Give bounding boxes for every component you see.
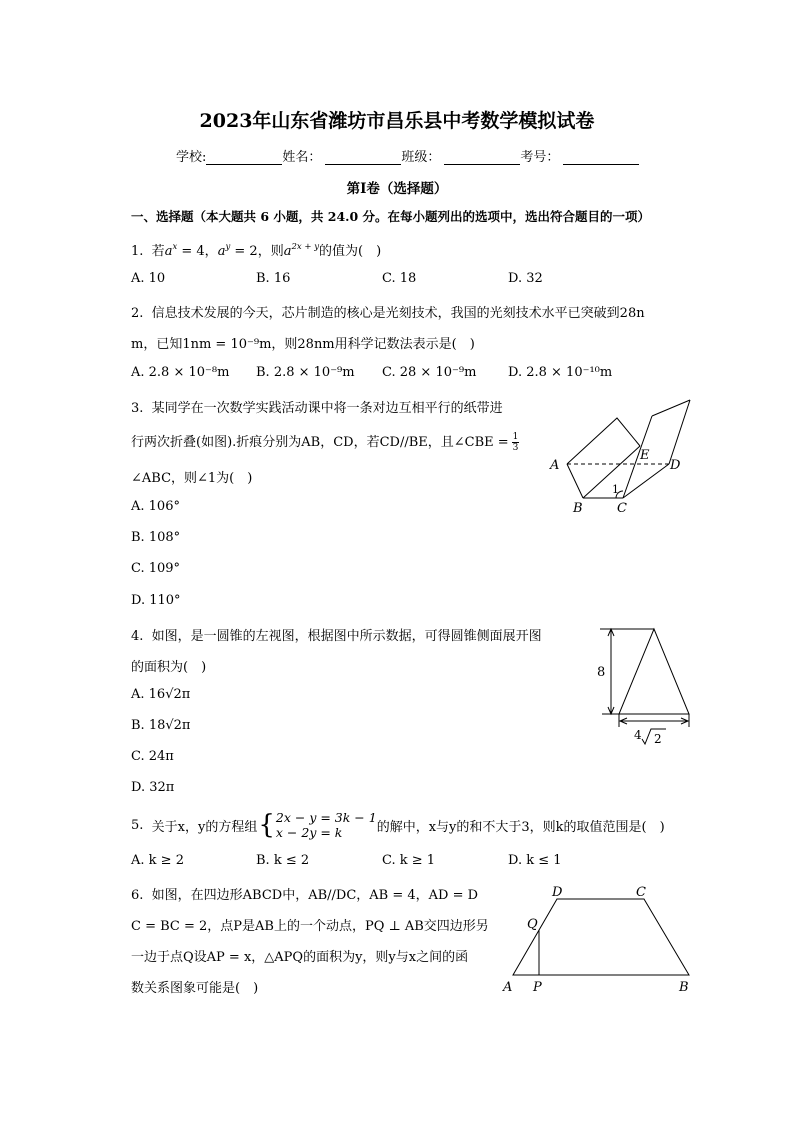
question-6-line-3: 一边于点Q设AP = x，△APQ的面积为y，则y与x之间的函 [131,950,469,965]
class-label: 班级： [401,150,441,165]
q3-option-d[interactable]: D. 110° [131,593,181,608]
school-blank[interactable] [206,150,282,165]
page-title: 2023年山东省潍坊市昌乐县中考数学模拟试卷 [199,110,595,132]
question-3-line-1: 3. 某同学在一次数学实践活动课中将一条对边互相平行的纸带进 [131,401,503,416]
q3-label-c: C [617,501,627,516]
q4-option-a[interactable]: A. 16√2π [131,687,191,702]
brace: { [258,810,275,840]
q2-option-d[interactable]: D. 2.8 × 10⁻¹⁰m [508,365,613,380]
q1-option-d[interactable]: D. 32 [508,271,543,286]
question-3-line-3: ∠ABC，则∠1为( ) [131,471,253,486]
q5-option-a[interactable]: A. k ≥ 2 [131,853,184,868]
q3-option-b[interactable]: B. 108° [131,530,181,545]
question-2-line-2: m，已知1nm = 10⁻⁹m，则28nm用科学记数法表示是( ) [131,337,475,352]
question-4-line-1: 4. 如图，是一圆锥的左视图，根据图中所示数据，可得圆锥侧面展开图 [131,629,542,644]
q4-label-height: 8 [597,665,606,680]
class-blank[interactable] [444,150,520,165]
q6-label-q: Q [527,917,538,932]
q3-fold-figure [540,392,700,518]
q5-option-b[interactable]: B. k ≤ 2 [256,853,310,868]
q5-option-d[interactable]: D. k ≤ 1 [508,853,562,868]
q3-label-d: D [670,458,681,473]
q6-trapezoid-figure [500,882,700,994]
question-6-line-2: C = BC = 2，点P是AB上的一个动点，PQ ⊥ AB交四边形另 [131,919,489,934]
q6-label-a: A [503,980,513,994]
info-line [176,146,639,165]
exam-no-blank[interactable] [563,150,639,165]
question-6-line-1: 6. 如图，在四边形ABCD中，AB//DC，AB = 4，AD = D [131,888,479,903]
question-5: 5. 关于x，y的方程组 { 2x − y = 3k − 1 x − 2y = k 的解中，x与y的和不大于3，则k的取值范围是( ) [131,810,665,840]
q6-label-c: C [636,885,646,900]
q4-cone-figure [590,620,700,750]
question-2-line-1: 2. 信息技术发展的今天，芯片制造的核心是光刻技术，我国的光刻技术水平已突破到28n [131,306,645,321]
q6-label-d: D [552,885,563,900]
question-4-line-2: 的面积为( ) [131,660,207,675]
question-3-line-2: 行两次折叠(如图).折痕分别为AB，CD，若CD//BE，且∠CBE = $\frac{1}{3}$ [131,432,519,453]
q3-label-b: B [573,501,583,516]
q3-option-c[interactable]: C. 109° [131,561,181,576]
q3-label-angle-1: 1 [612,483,619,496]
section-heading: 一、选择题（本大题共 6 小题，共 24.0 分。在每小题列出的选项中，选出符合题目的一项） [131,209,651,224]
exam-no-label: 考号： [520,150,560,165]
equation-system: 2x − y = 3k − 1 x − 2y = k [275,810,377,840]
q3-label-a: A [550,458,560,473]
q6-label-b: B [679,980,689,994]
q3-option-a[interactable]: A. 106° [131,499,180,514]
q5-option-c[interactable]: C. k ≥ 1 [382,853,436,868]
name-blank[interactable] [325,150,401,165]
q4-option-b[interactable]: B. 18√2π [131,718,191,733]
q4-label-base-a: 4 [634,728,642,742]
fraction-one-third: $\frac{1}{3}$ [512,432,519,453]
school-label: 学校: [176,150,207,165]
q1-option-b[interactable]: B. 16 [256,271,291,286]
q2-option-a[interactable]: A. 2.8 × 10⁻⁸m [131,365,230,380]
q6-label-p: P [533,980,542,994]
q3-label-e: E [640,448,650,463]
q1-option-a[interactable]: A. 10 [131,271,166,286]
volume-heading: 第I卷（选择题） [346,181,448,197]
question-1: 1. 若$a^x = 4$，$a^y = 2$，则$a^{2x + y}$的值为( ) [131,242,382,259]
question-6-line-4: 数关系图象可能是( ) [131,981,259,996]
name-label: 姓名： [282,150,322,165]
q1-option-c[interactable]: C. 18 [382,271,417,286]
q2-option-b[interactable]: B. 2.8 × 10⁻⁹m [256,365,355,380]
q4-option-c[interactable]: C. 24π [131,749,174,764]
q2-option-c[interactable]: C. 28 × 10⁻⁹m [382,365,477,380]
q4-label-base-b: 2 [654,732,662,746]
q4-option-d[interactable]: D. 32π [131,780,175,795]
